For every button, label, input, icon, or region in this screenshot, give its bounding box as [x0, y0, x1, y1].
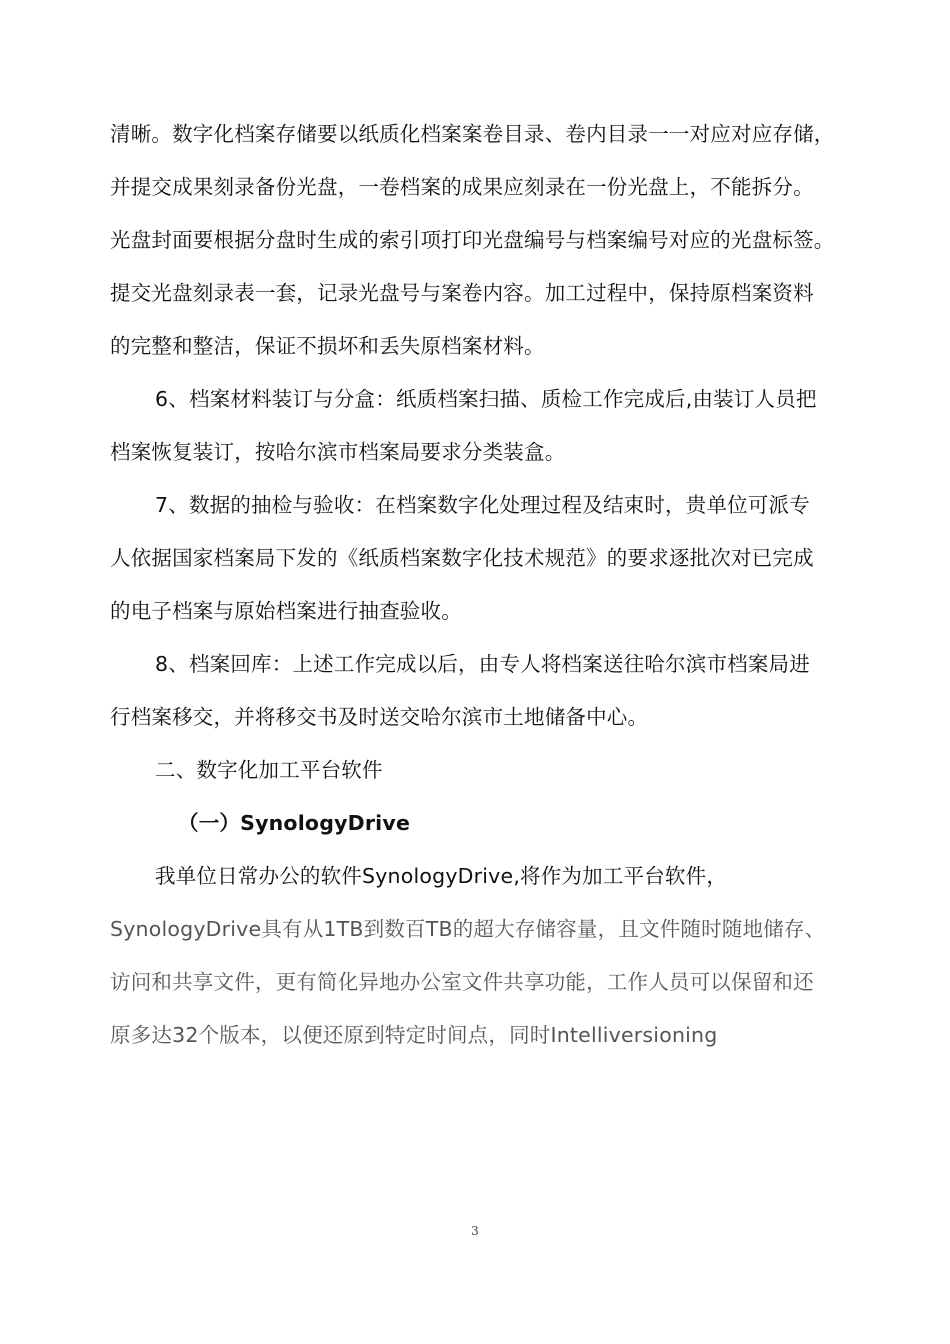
section-heading: 二、数字化加工平台软件	[155, 758, 383, 782]
body-text-line: 人依据国家档案局下发的《纸质档案数字化技术规范》的要求逐批次对已完成	[110, 546, 814, 570]
body-text-line: 我单位日常办公的软件SynologyDrive,将作为加工平台软件，	[155, 864, 728, 888]
body-text-line: 原多达32个版本，以便还原到特定时间点，同时Intelliversioning	[110, 1023, 718, 1047]
body-text-line: 行档案移交，并将移交书及时送交哈尔滨市土地储备中心。	[110, 705, 649, 729]
body-text-line: 并提交成果刻录备份光盘，一卷档案的成果应刻录在一份光盘上，不能拆分。	[110, 175, 814, 199]
item-6-paragraph: 6、档案材料装订与分盒：纸质档案扫描、质检工作完成后,由装订人员把	[155, 387, 817, 411]
page-number: 3	[471, 1224, 479, 1238]
item-8-paragraph: 8、档案回库：上述工作完成以后，由专人将档案送往哈尔滨市档案局进	[155, 652, 810, 676]
body-text-line: 提交光盘刻录表一套，记录光盘号与案卷内容。加工过程中，保持原档案资料	[110, 281, 814, 305]
body-text-line: 的电子档案与原始档案进行抽查验收。	[110, 599, 462, 623]
body-text-line: 访问和共享文件，更有简化异地办公室文件共享功能，工作人员可以保留和还	[110, 970, 814, 994]
subsection-heading: （一）SynologyDrive	[178, 811, 411, 835]
body-text-line: 档案恢复装订，按哈尔滨市档案局要求分类装盒。	[110, 440, 566, 464]
body-text-line: 光盘封面要根据分盘时生成的索引项打印光盘编号与档案编号对应的光盘标签。	[110, 228, 835, 252]
body-text-line: 清晰。数字化档案存储要以纸质化档案案卷目录、卷内目录一一对应对应存储，	[110, 122, 835, 146]
item-7-paragraph: 7、数据的抽检与验收：在档案数字化处理过程及结束时，贵单位可派专	[155, 493, 810, 517]
body-text-line: 的完整和整洁，保证不损坏和丢失原档案材料。	[110, 334, 545, 358]
body-text-line: SynologyDrive具有从1TB到数百TB的超大存储容量，且文件随时随地储存、	[110, 917, 826, 941]
